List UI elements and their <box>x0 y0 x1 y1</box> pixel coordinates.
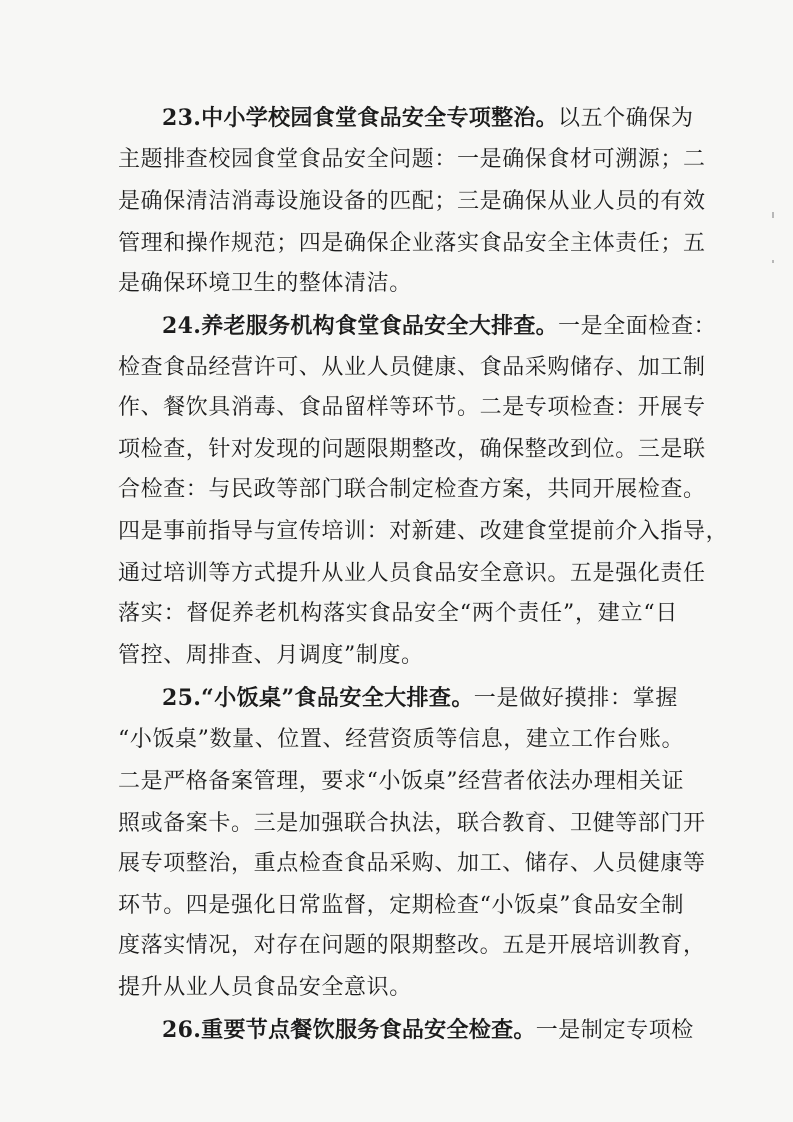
paragraph-line: 项检查，针对发现的问题限期整改，确保整改到位。三是联 <box>118 437 706 462</box>
paragraph-line: 是确保环境卫生的整体清洁。 <box>118 271 412 296</box>
paragraph-line: 提升从业人员食品安全意识。 <box>118 975 412 1000</box>
paragraph-line: “小饭桌”数量、位置、经营资质等信息，建立工作台账。 <box>118 727 685 752</box>
paragraph-text: 一是制定专项检 <box>535 1018 694 1043</box>
paragraph-line: 照或备案卡。三是加强联合执法，联合教育、卫健等部门开 <box>118 811 706 836</box>
paragraph-line: 管理和操作规范；四是确保企业落实食品安全主体责任；五 <box>118 231 706 256</box>
paragraph-line: 主题排查校园食堂食品安全问题：一是确保食材可溯源；二 <box>118 147 706 172</box>
paragraph-line <box>162 306 717 346</box>
paragraph-line: 二是严格备案管理，要求“小饭桌”经营者依法办理相关证 <box>118 769 685 794</box>
paragraph-line: 检查食品经营许可、从业人员健康、食品采购储存、加工制 <box>118 355 706 380</box>
paragraph-line: 落实：督促养老机构落实食品安全“两个责任”，建立“日 <box>118 601 678 626</box>
section-heading: 24.养老服务机构食堂食品安全大排查。 <box>162 313 558 339</box>
scan-speck <box>772 212 774 218</box>
paragraph-line: 合检查：与民政等部门联合制定检查方案，共同开展检查。 <box>118 477 706 502</box>
paragraph-text: 一是全面检查： <box>557 314 717 339</box>
paragraph-line: 环节。四是强化日常监督，定期检查“小饭桌”食品安全制 <box>118 893 685 918</box>
paragraph-line: 作、餐饮具消毒、食品留样等环节。二是专项检查：开展专 <box>118 395 706 420</box>
paragraph-line: 四是事前指导与宣传培训：对新建、改建食堂提前介入指导， <box>118 519 729 544</box>
section-heading: 25.“小饭桌”食品安全大排查。 <box>162 685 474 711</box>
paragraph-text: 以五个确保为 <box>557 106 694 131</box>
paragraph-line <box>162 98 694 138</box>
paragraph-line: 管控、周排查、月调度”制度。 <box>118 643 424 668</box>
scan-speck <box>772 260 774 263</box>
section-heading: 23.中小学校园食堂食品安全专项整治。 <box>162 105 558 131</box>
paragraph-line: 是确保清洁消毒设施设备的匹配；三是确保从业人员的有效 <box>118 189 706 214</box>
paragraph-line: 通过培训等方式提升从业人员食品安全意识。五是强化责任 <box>118 561 706 586</box>
paragraph-text: 一是做好摸排：掌握 <box>473 686 678 711</box>
paragraph-line <box>162 1010 694 1050</box>
paragraph-line: 度落实情况，对存在问题的限期整改。五是开展培训教育， <box>118 933 706 958</box>
paragraph-line <box>162 678 678 718</box>
section-heading: 26.重要节点餐饮服务食品安全检查。 <box>162 1017 536 1043</box>
paragraph-line: 展专项整治，重点检查食品采购、加工、储存、人员健康等 <box>118 851 706 876</box>
